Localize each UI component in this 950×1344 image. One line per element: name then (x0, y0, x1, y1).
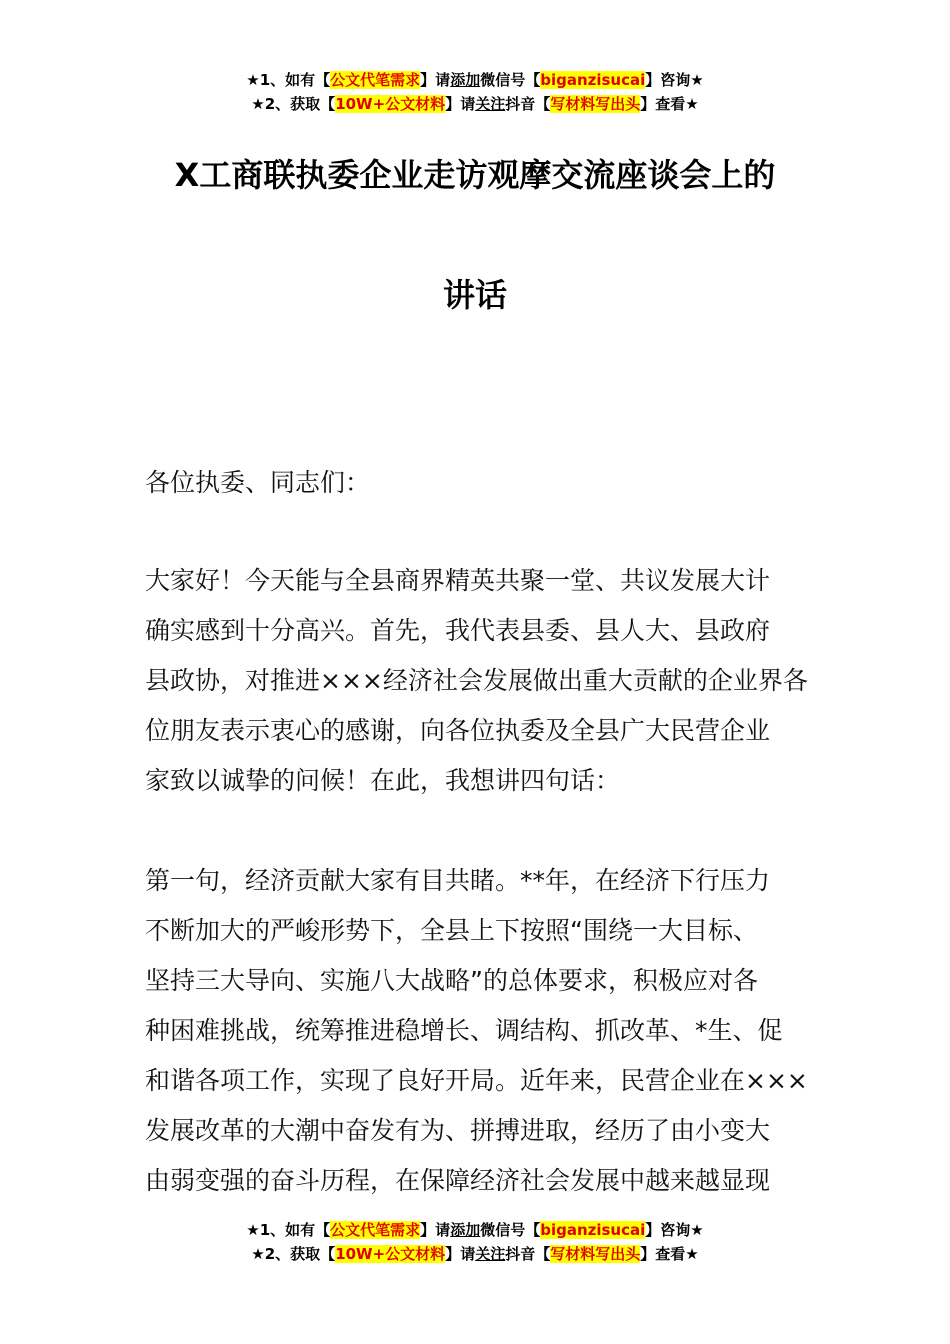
promo-line-1: ★1、如有【公文代笔需求】请添加微信号【biganzisucai】咨询★ (246, 71, 704, 89)
highlight-materials: 10W+公文材料 (335, 95, 446, 113)
highlight-service: 公文代笔需求 (330, 1221, 421, 1239)
highlight-douyin-id: 写材料写出头 (550, 1245, 641, 1263)
greeting (145, 458, 810, 508)
text-line: 种困难挑战，统筹推进稳增长、调结构、抓改革、*生、促 (145, 1016, 783, 1045)
text-line: 第一句，经济贡献大家有目共睹。**年，在经济下行压力 (145, 866, 771, 895)
highlight-wechat-id: biganzisucai (540, 1221, 646, 1239)
text-line: 不断加大的严峻形势下，全县上下按照“围绕一大目标、 (145, 916, 758, 945)
paragraph-1 (145, 556, 810, 806)
document-title-line-1: X工商联执委企业走访观摩交流座谈会上的 (174, 156, 776, 194)
text-line: 位朋友表示衷心的感谢，向各位执委及全县广大民营企业 (145, 716, 771, 745)
text-line: 家致以诚挚的问候！在此，我想讲四句话： (145, 766, 621, 795)
promo-line-2: ★2、获取【10W+公文材料】请关注抖音【写材料写出头】查看★ (251, 95, 699, 113)
text-line: 大家好！今天能与全县商界精英共聚一堂、共议发展大计 (145, 566, 771, 595)
promo-banner-bottom (0, 1218, 950, 1266)
greeting-text: 各位执委、同志们： (145, 468, 371, 497)
text-line: 县政协，对推进×××经济社会发展做出重大贡献的企业界各 (145, 666, 808, 695)
text-line: 和谐各项工作，实现了良好开局。近年来，民营企业在××× (145, 1066, 808, 1095)
highlight-douyin-id: 写材料写出头 (550, 95, 641, 113)
promo-line-2: ★2、获取【10W+公文材料】请关注抖音【写材料写出头】查看★ (251, 1245, 699, 1263)
text-line: 坚持三大导向、实施八大战略”的总体要求，积极应对各 (145, 966, 758, 995)
text-line: 发展改革的大潮中奋发有为、拼搏进取，经历了由小变大 (145, 1116, 771, 1145)
paragraph-2 (145, 856, 810, 1206)
highlight-service: 公文代笔需求 (330, 71, 421, 89)
promo-banner-top (0, 68, 950, 116)
highlight-wechat-id: biganzisucai (540, 71, 646, 89)
highlight-materials: 10W+公文材料 (335, 1245, 446, 1263)
text-line: 确实感到十分高兴。首先，我代表县委、县人大、县政府 (145, 616, 771, 645)
document-title-line-2: 讲话 (442, 276, 507, 314)
text-line: 由弱变强的奋斗历程，在保障经济社会发展中越来越显现 (145, 1166, 771, 1195)
promo-line-1: ★1、如有【公文代笔需求】请添加微信号【biganzisucai】咨询★ (246, 1221, 704, 1239)
